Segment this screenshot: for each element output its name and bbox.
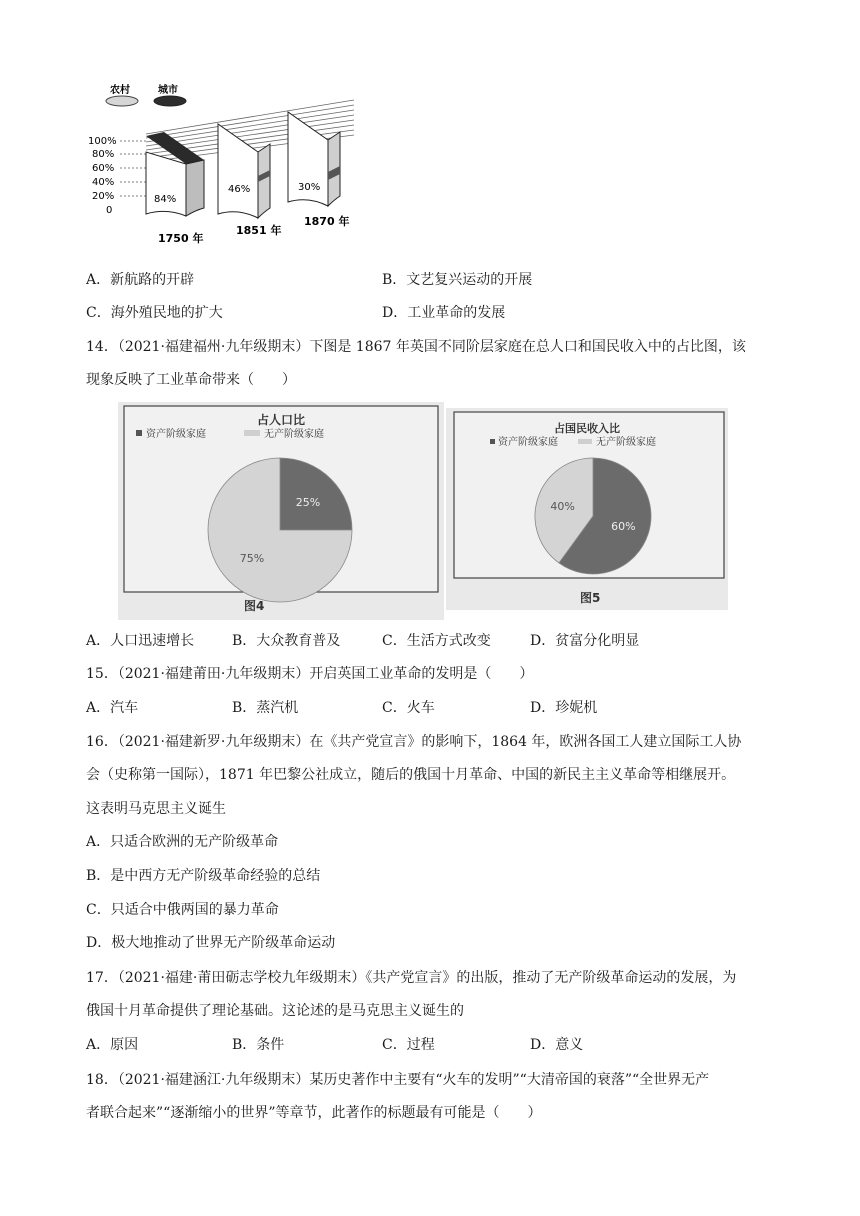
- bar-label: 46%: [228, 184, 251, 195]
- q15-option-b[interactable]: B．蒸汽机: [232, 700, 299, 716]
- q16-option-b[interactable]: B．是中西方无产阶级革命经验的总结: [86, 868, 321, 884]
- y-tick: 80%: [92, 149, 115, 160]
- figure-4-photo: [118, 402, 444, 620]
- y-axis: [88, 136, 146, 216]
- q16-option-a[interactable]: A．只适合欧洲的无产阶级革命: [86, 834, 279, 850]
- legend-swatch-proletariat: [244, 430, 260, 436]
- q14-option-b[interactable]: B．大众教育普及: [232, 633, 341, 649]
- legend-swatch-rural: [106, 96, 138, 106]
- pie-slice-label: 40%: [550, 500, 575, 514]
- chart4-title: 占人口比: [256, 413, 306, 427]
- q14-stem-line-1: 14．（2021·福建福州·九年级期末）下图是 1867 年英国不同阶层家庭在总人口和国民收入中的占比图，该: [86, 339, 746, 355]
- q16-stem-line-2: 会（史称第一国际），1871 年巴黎公社成立，随后的俄国十月革命、中国的新民主主义革命等相继展开。: [86, 767, 736, 783]
- bar-year: 1851 年: [236, 224, 282, 237]
- bar-1870: [288, 112, 349, 228]
- q13-option-d[interactable]: D．工业革命的发展: [382, 305, 506, 321]
- q17-stem-line-2: 俄国十月革命提供了理论基础。这论述的是马克思主义诞生的: [86, 1003, 464, 1019]
- q13-option-c[interactable]: C．海外殖民地的扩大: [86, 305, 223, 321]
- q15-option-a[interactable]: A．汽车: [86, 700, 139, 716]
- q15-option-c[interactable]: C．火车: [382, 700, 435, 716]
- q17-option-d[interactable]: D．意义: [530, 1037, 584, 1053]
- y-tick: 60%: [92, 163, 115, 174]
- q13-population-figure: [86, 84, 362, 244]
- pie5-slices: [535, 458, 651, 574]
- pie-slice-label: 75%: [239, 552, 265, 566]
- q17-option-c[interactable]: C．过程: [382, 1037, 435, 1053]
- q16-stem-line-1: 16．（2021·福建新罗·九年级期末）在《共产党宣言》的影响下，1864 年，欧洲各国工人建立国际工人协: [86, 734, 742, 750]
- y-tick: 40%: [92, 177, 115, 188]
- q16-option-c[interactable]: C．只适合中俄两国的暴力革命: [86, 902, 279, 918]
- legend-swatch-proletariat: [578, 439, 592, 444]
- q13-option-b[interactable]: B．文艺复兴运动的开展: [382, 272, 533, 288]
- q15-stem-line-1: 15．（2021·福建莆田·九年级期末）开启英国工业革命的发明是（ ）: [86, 666, 534, 682]
- q14-option-a[interactable]: A．人口迅速增长: [86, 633, 195, 649]
- pie-slice-label: 25%: [295, 495, 321, 509]
- legend-label-bourgeois: 资产阶级家庭: [498, 437, 558, 448]
- legend-label-proletariat: 无产阶级家庭: [596, 437, 656, 448]
- q14-stem-line-2: 现象反映了工业革命带来（ ）: [86, 372, 296, 388]
- q13-option-a[interactable]: A．新航路的开辟: [86, 272, 195, 288]
- q14-option-d[interactable]: D．贫富分化明显: [530, 633, 640, 649]
- q14-option-c[interactable]: C．生活方式改变: [382, 633, 491, 649]
- bar-year: 1750 年: [158, 232, 204, 244]
- pie4-slices: [208, 458, 352, 602]
- legend-label-urban: 城市: [158, 85, 178, 96]
- legend-swatch-bourgeois: [136, 430, 142, 436]
- legend-label-rural: 农村: [110, 85, 130, 96]
- legend-label-bourgeois: 资产阶级家庭: [146, 429, 206, 440]
- figure-5-photo: [446, 408, 728, 610]
- pie-slice-label: 60%: [611, 519, 636, 533]
- bar-label: 84%: [154, 194, 177, 205]
- q17-stem-line-1: 17．（2021·福建·莆田砺志学校九年级期末）《共产党宣言》的出版，推动了无产阶级革命运动的发展，为: [86, 970, 737, 986]
- y-tick: 0: [106, 205, 113, 216]
- pie-chart-income: [446, 408, 728, 610]
- q16-stem-line-3: 这表明马克思主义诞生: [86, 801, 226, 817]
- q16-option-d[interactable]: D．极大地推动了世界无产阶级革命运动: [86, 935, 336, 951]
- q15-option-d[interactable]: D．珍妮机: [530, 700, 598, 716]
- legend-swatch-bourgeois: [490, 439, 495, 444]
- bar-label: 30%: [298, 182, 321, 193]
- q18-stem-line-2: 者联合起来”“逐渐缩小的世界”等章节，此著作的标题最有可能是（ ）: [86, 1105, 542, 1121]
- q17-option-a[interactable]: A．原因: [86, 1037, 139, 1053]
- y-tick: 20%: [92, 191, 115, 202]
- q18-stem-line-1: 18．（2021·福建涵江·九年级期末）某历史著作中主要有“火车的发明”“大清帝国的衰落”“全世界无产: [86, 1072, 710, 1088]
- chart4-caption: 图4: [244, 599, 265, 613]
- pie-chart-population: [118, 402, 444, 620]
- q17-option-b[interactable]: B．条件: [232, 1037, 285, 1053]
- chart5-caption: 图5: [580, 591, 601, 605]
- y-tick: 100%: [88, 136, 117, 147]
- legend-label-proletariat: 无产阶级家庭: [264, 429, 324, 440]
- legend-swatch-urban: [154, 96, 186, 106]
- chart5-title: 占国民收入比: [554, 422, 620, 435]
- bar-year: 1870 年: [304, 215, 350, 228]
